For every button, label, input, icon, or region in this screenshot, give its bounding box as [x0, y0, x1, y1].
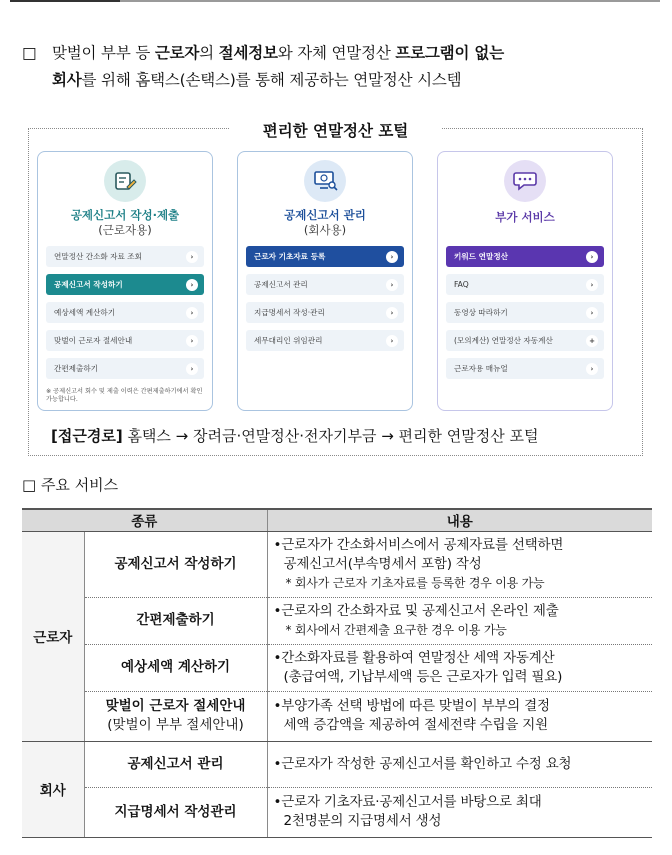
chevron-right-icon: › — [586, 363, 598, 375]
chevron-right-icon: › — [386, 251, 398, 263]
menu-faq[interactable]: FAQ › — [446, 274, 604, 295]
chevron-right-icon: › — [586, 279, 598, 291]
chevron-right-icon: › — [386, 279, 398, 291]
table-row: 지급명세서 작성관리 •근로자 기초자료·공제신고서를 바탕으로 최대 2천명분의 지급명세서 생성 — [22, 787, 652, 837]
chevron-right-icon: › — [586, 251, 598, 263]
chevron-right-icon: › — [386, 307, 398, 319]
menu-simple-submit[interactable]: 간편제출하기 › — [46, 358, 204, 379]
group-company: 회사 — [22, 741, 84, 837]
chevron-right-icon: › — [186, 279, 198, 291]
card-worker — [37, 151, 213, 411]
menu-write-deduction-form[interactable]: 공제신고서 작성하기 › — [46, 274, 204, 295]
menu-tax-agent-delegation[interactable]: 세무대리인 위임관리 › — [246, 330, 404, 351]
services-table — [22, 508, 652, 838]
menu-deduction-form-manage[interactable]: 공제신고서 관리 › — [246, 274, 404, 295]
top-rule — [10, 0, 660, 2]
card-company-title: 공제신고서 관리 (회사용) — [284, 208, 366, 237]
table-row: 맞벌이 근로자 절세안내 (맞벌이 부부 절세안내) •부양가족 선택 방법에 따른 맞벌이 부부의 결정 세액 증감액을 제공하여 절세전략 수립을 지원 — [22, 691, 652, 741]
document-pen-icon — [104, 160, 146, 202]
menu-dual-income-guide[interactable]: 맞벌이 근로자 절세안내 › — [46, 330, 204, 351]
portal-title: 편리한 연말정산 포털 — [29, 119, 642, 141]
table-row: 근로자 공제신고서 작성하기 •근로자가 간소화서비스에서 공제자료를 선택하면 공제신고서(부속명세서 포함) 작성 * 회사가 근로자 기초자료를 등록한 경우 이용 가능 — [22, 531, 652, 597]
intro-paragraph — [22, 40, 652, 94]
card-extra-title: 부가 서비스 — [495, 210, 555, 224]
group-worker: 근로자 — [22, 531, 84, 741]
chat-bubble-icon — [504, 160, 546, 202]
header-content: 내용 — [267, 509, 652, 531]
bullet-square: □ — [22, 44, 37, 62]
chevron-right-icon: › — [386, 335, 398, 347]
computer-search-icon — [304, 160, 346, 202]
card-company — [237, 151, 413, 411]
menu-video-tutorial[interactable]: 동영상 따라하기 › — [446, 302, 604, 323]
intro-line-1: □ 맞벌이 부부 등 근로자의 절세정보와 자체 연말정산 프로그램이 없는 — [22, 40, 652, 67]
intro-line-2: 회사를 위해 홈택스(손택스)를 통해 제공하는 연말정산 시스템 — [52, 71, 462, 89]
chevron-right-icon: › — [186, 251, 198, 263]
services-heading: □ 주요 서비스 — [22, 476, 119, 494]
card-worker-title: 공제신고서 작성·제출 (근로자용) — [70, 208, 180, 237]
card-extra-services — [437, 151, 613, 411]
plus-icon: + — [586, 335, 598, 347]
menu-estimated-tax[interactable]: 예상세액 계산하기 › — [46, 302, 204, 323]
table-row: 예상세액 계산하기 •간소화자료를 활용하여 연말정산 세액 자동계산 (총급여액, 기납부세액 등은 근로자가 입력 필요) — [22, 644, 652, 691]
card-worker-note: ※ 공제신고서 회수 및 제출 이력은 간편제출하기에서 확인 가능합니다. — [46, 388, 203, 403]
menu-worker-manual[interactable]: 근로자용 매뉴얼 › — [446, 358, 604, 379]
chevron-right-icon: › — [186, 363, 198, 375]
chevron-right-icon: › — [586, 307, 598, 319]
table-row: 간편제출하기 •근로자의 간소화자료 및 공제신고서 온라인 제출 * 회사에서 간편제출 요구한 경우 이용 가능 — [22, 597, 652, 644]
table-header-row — [22, 509, 652, 531]
menu-mock-calculation[interactable]: (모의계산) 연말정산 자동계산 + — [446, 330, 604, 351]
chevron-right-icon: › — [186, 335, 198, 347]
portal-box — [28, 122, 643, 456]
chevron-right-icon: › — [186, 307, 198, 319]
menu-register-worker-data[interactable]: 근로자 기초자료 등록 › — [246, 246, 404, 267]
menu-payment-statement[interactable]: 지급명세서 작성·관리 › — [246, 302, 404, 323]
table-row: 회사 공제신고서 관리 •근로자가 작성한 공제신고서를 확인하고 수정 요청 — [22, 741, 652, 787]
access-path: [접근경로] 홈택스 → 장려금·연말정산·전자기부금 → 편리한 연말정산 포털 — [51, 427, 539, 445]
menu-keyword-yearend[interactable]: 키워드 연말정산 › — [446, 246, 604, 267]
menu-deduction-data-lookup[interactable]: 연말정산 간소화 자료 조회 › — [46, 246, 204, 267]
header-type: 종류 — [22, 509, 267, 531]
